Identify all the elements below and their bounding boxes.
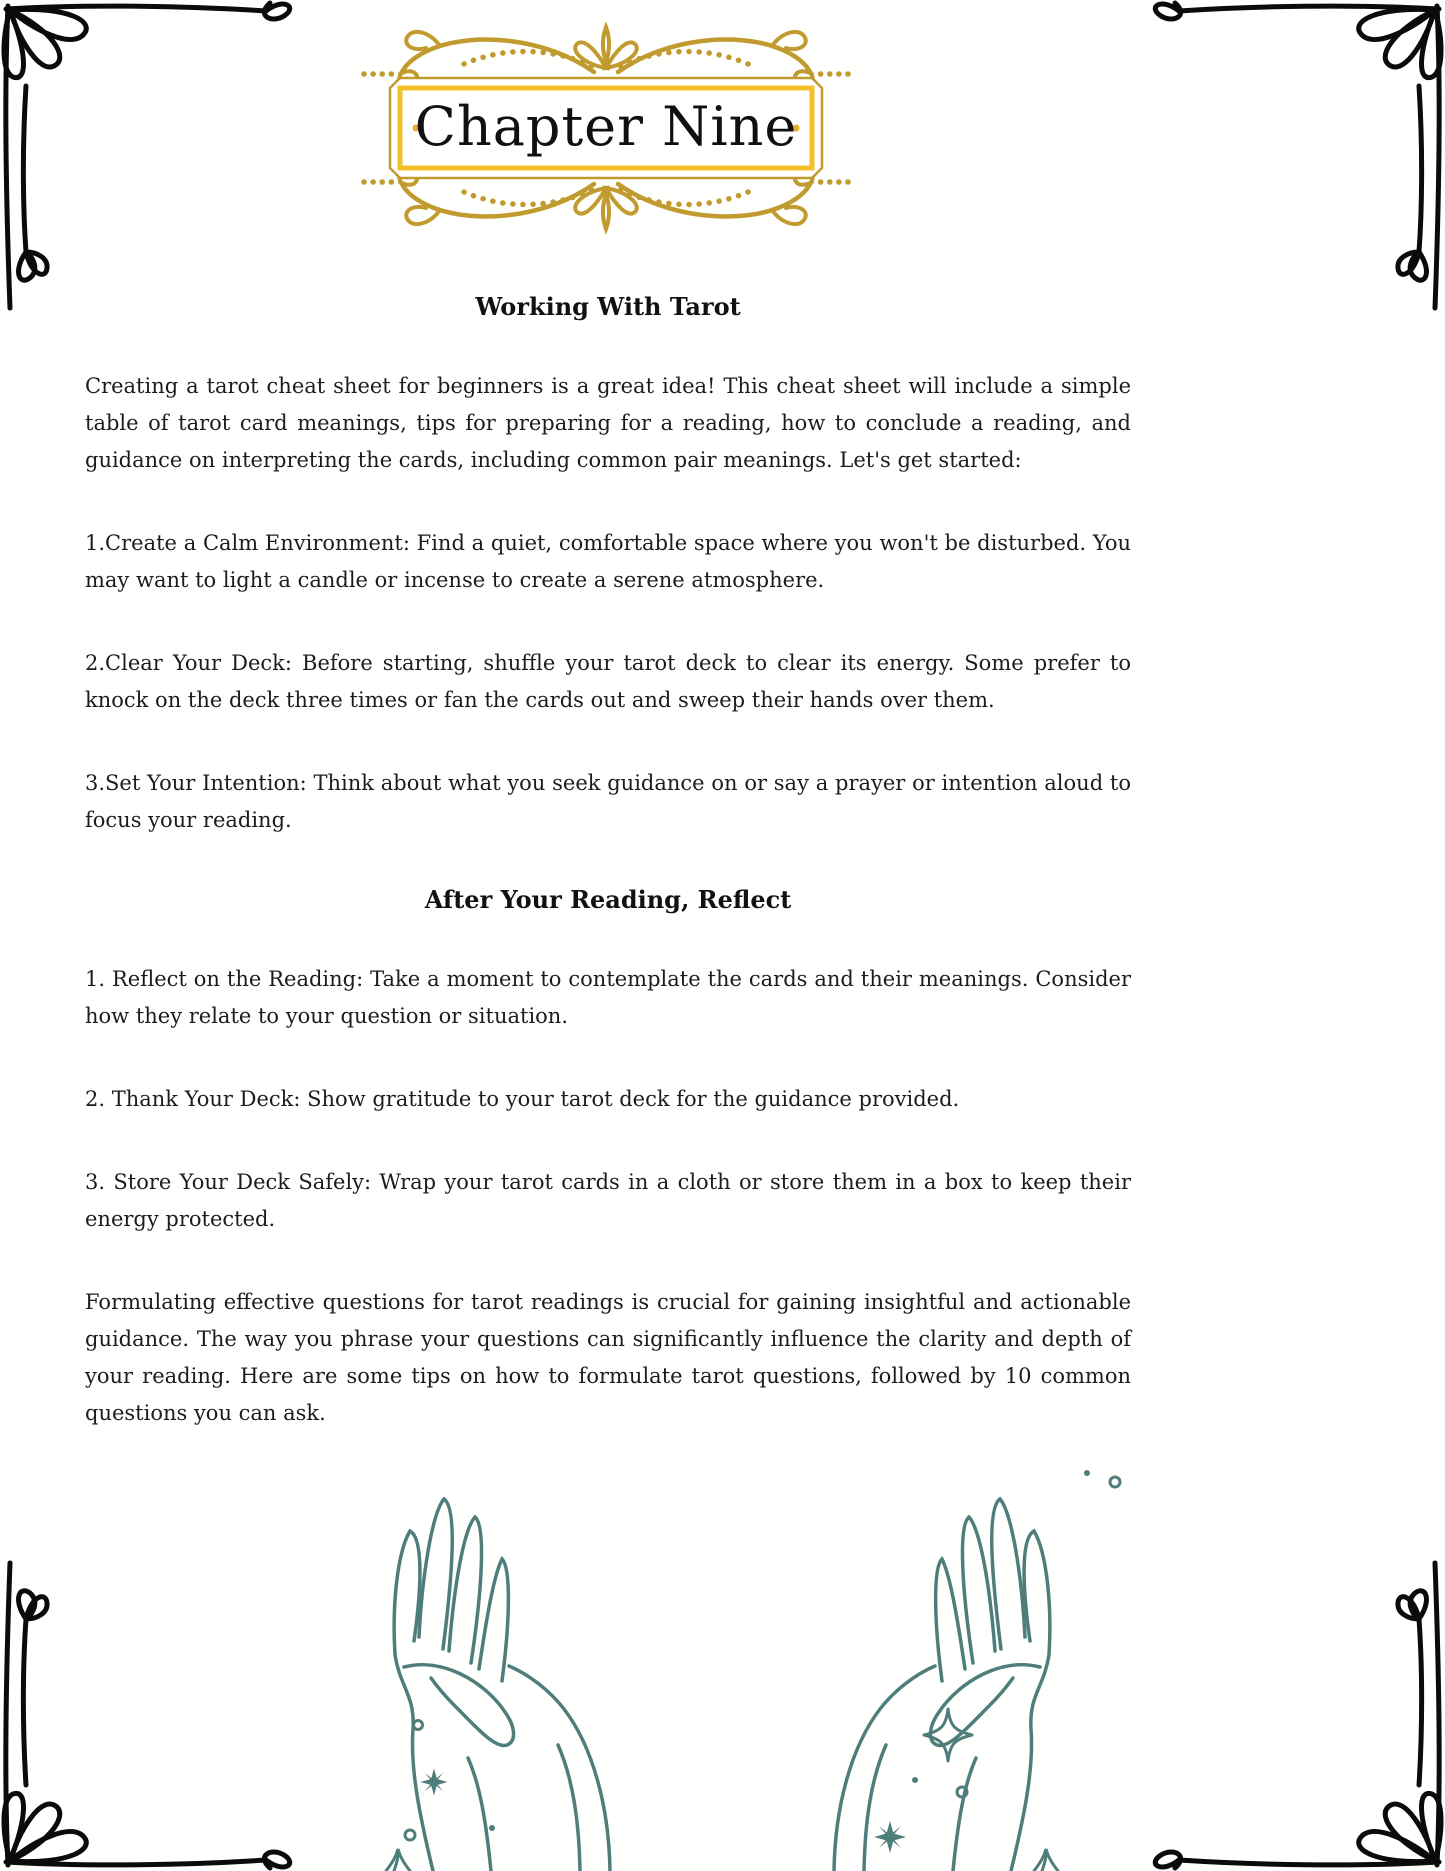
section-heading-after-reading: After Your Reading, Reflect [424,885,792,914]
open-hands-icon [292,1469,1152,1871]
paragraph-step-set-intention: 3.Set Your Intention: Think about what you seek guidance on or say a prayer or intention aloud to focus your reading. [85,771,1131,832]
paragraph-reflect-on-reading: 1. Reflect on the Reading: Take a moment to contemplate the cards and their meanings. Consider how they relate to your question or situation. [85,967,1131,1028]
paragraph-step-clear-deck: 2.Clear Your Deck: Before starting, shuffle your tarot deck to clear its energy. Some prefer to knock on the deck three times or fan the cards out and sweep their hands over them. [85,651,1131,712]
paragraph-thank-deck: 2. Thank Your Deck: Show gratitude to your tarot deck for the guidance provided. [85,1087,960,1111]
section-heading-working-with-tarot: Working With Tarot [475,292,741,321]
paragraph-intro: Creating a tarot cheat sheet for beginners is a great idea! This cheat sheet will include a simple table of tarot card meanings, tips for preparing for a reading, how to conclude a reading, and guidance on interpreting the cards, including common pair meanings. Let's get started: [85,374,1131,472]
page-body [85,292,1131,1432]
paragraph-formulating-questions: Formulating effective questions for tarot readings is crucial for gaining insightful and actionable guidance. The way you phrase your questions can significantly influence the clarity and depth of your reading. Here are some tips on how to formulate tarot questions, followed by 10 common questions you can ask. [85,1290,1131,1425]
paragraph-step-calm-environment: 1.Create a Calm Environment: Find a quiet, comfortable space where you won't be disturbed. You may want to light a candle or incense to create a serene atmosphere. [85,531,1131,592]
corner-flourish-icon [1145,1559,1445,1871]
chapter-badge [356,22,856,238]
corner-flourish-icon [0,0,300,312]
chapter-title: Chapter Nine [414,95,798,158]
corner-flourish-icon [1145,0,1445,312]
corner-flourish-icon [0,1559,300,1871]
paragraph-store-deck: 3. Store Your Deck Safely: Wrap your tarot cards in a cloth or store them in a box to keep their energy protected. [85,1170,1131,1231]
